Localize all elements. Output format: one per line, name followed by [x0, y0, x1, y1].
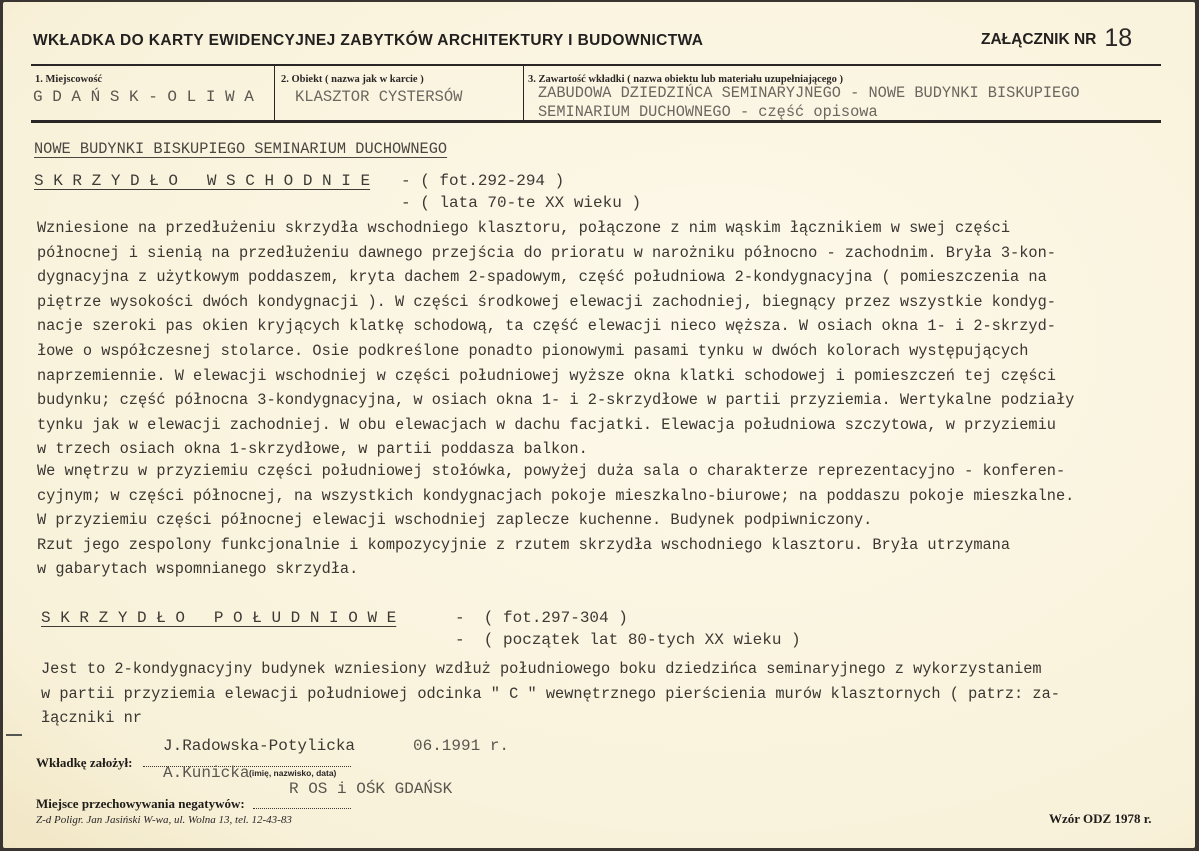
text-line: północnej i sienią na przedłużeniu dawnego przejścia do prioratu w narożniku północno - zachodnim. Bryła 3-kon-	[37, 243, 1056, 262]
text-line: piętrze wysokości dwóch kondygnacji ). W części środkowej elewacji zachodniej, biegnący przez wszystkie kondyg-	[37, 292, 1056, 311]
main-heading: NOWE BUDYNKI BISKUPIEGO SEMINARIUM DUCHOWNEGO	[34, 140, 448, 158]
text-line: Jest to 2-kondygnacyjny budynek wzniesiony wzdłuż południowego boku dziedzińca seminaryjnego z wykorzystaniem	[41, 660, 1042, 678]
table-top-rule	[31, 64, 1161, 66]
object-label: 2. Obiekt ( nazwa jak w karcie )	[281, 74, 424, 85]
locality-value: G D A Ń S K - O L I W A	[33, 88, 254, 106]
content-value-line-2: SEMINARIUM DUCHOWNEGO - część opisowa	[538, 103, 878, 121]
annex-number	[981, 24, 1132, 53]
section-east-wing-description	[37, 216, 1187, 582]
text-line: w partii przyziemia elewacji południowej odcinka " C " wewnętrznego pierścienia murów klasztornych ( patrz: za-	[41, 684, 1060, 703]
created-by-date: 06.1991 r.	[413, 737, 510, 755]
created-by-label: Wkładkę założył:	[36, 755, 133, 770]
archive-form-insert	[3, 2, 1195, 848]
negatives-location-value: R OS i OŚK GDAŃSK	[289, 780, 453, 798]
text-line: łączniki nr	[41, 709, 142, 728]
text-line: We wnętrzu w przyziemiu części południowej stołówka, powyżej duża sala o charakterze reprezentacyjno - konferen-	[37, 461, 1066, 480]
object-value: KLASZTOR CYSTERSÓW	[295, 88, 463, 106]
text-line: łowe o współczesnej stolarce. Osie podkreślone ponadto pionowymi pasami tynku w dwóch kolorach występujących	[37, 341, 1029, 360]
section-east-wing-title: S K R Z Y D Ł O W S C H O D N I E	[34, 172, 371, 190]
annex-handwritten-number: 18	[1104, 24, 1133, 52]
created-by-author-1: J.Radowska-Potylicka	[163, 737, 356, 755]
created-by-hint: (imię, nazwisko, data)	[249, 768, 337, 778]
column-divider-1	[274, 66, 275, 120]
locality-label: 1. Miejscowość	[35, 74, 103, 85]
text-line: W przyziemiu części północnej elewacji wschodniej zaplecze kuchenne. Budynek podpiwniczony.	[37, 511, 873, 530]
template-version: Wzór ODZ 1978 r.	[1049, 811, 1152, 826]
text-line: tynku jak w elewacji zachodniej. W obu elewacjach w dachu facjatki. Elewacja południowa szczytowa, w przyziemiu	[37, 415, 1056, 434]
section-east-wing-period: - ( lata 70-te XX wieku )	[401, 194, 642, 212]
text-line: Rzut jego zespolony funkcjonalnie i kompozycyjnie z rzutem skrzydła wschodniego klasztoru. Bryła utrzymana	[37, 535, 1011, 554]
created-by-author-2: A.Kunicka	[163, 764, 250, 782]
section-south-wing-description	[41, 657, 1191, 731]
column-divider-2	[523, 66, 524, 120]
form-title: WKŁADKA DO KARTY EWIDENCYJNEJ ZABYTKÓW ARCHITEKTURY I BUDOWNICTWA	[33, 32, 704, 49]
text-line: dygnacyjna z użytkowym poddaszem, kryta dachem 2-spadowym, część południowa 2-kondygnacyjna ( pomieszczenia na	[37, 268, 1047, 287]
section-south-wing-photo-ref: - ( fot.297-304 )	[455, 609, 628, 627]
content-label: 3. Zawartość wkładki ( nazwa obiektu lub materiału uzupełniającego )	[528, 74, 844, 85]
section-south-wing-period: - ( początek lat 80-tych XX wieku )	[455, 631, 801, 649]
annex-label: ZAŁĄCZNIK NR	[981, 31, 1097, 48]
text-line: naprzemiennie. W elewacji wschodniej w części południowej wyższe okna klatki schodowej i pomieszczeń tej części	[37, 366, 1056, 385]
printer-imprint: Z-d Poligr. Jan Jasiński W-wa, ul. Wolna 13, tel. 12-43-83	[36, 814, 292, 826]
content-value-line-1: ZABUDOWA DZIEDZIŃCA SEMINARYJNEGO - NOWE BUDYNKI BISKUPIEGO	[538, 84, 1080, 102]
text-line: cyjnym; w części północnej, na wszystkich kondygnacjach pokoje mieszkalno-biurowe; na poddaszu pokoje mieszkalne.	[37, 486, 1075, 505]
text-line: budynku; część północna 3-kondygnacyjna, w osiach okna 1- i 2-skrzydłowe w partii przyziemia. Wertykalne podziały	[37, 391, 1075, 410]
section-south-wing-title: S K R Z Y D Ł O P O Ł U D N I O W E	[41, 609, 397, 627]
negatives-dotted-line	[253, 808, 351, 809]
margin-mark	[6, 734, 22, 736]
text-line: Wzniesione na przedłużeniu skrzydła wschodniego klasztoru, połączone z nim wąskim łącznikiem w swej części	[37, 219, 1011, 237]
section-east-wing-photo-ref: - ( fot.292-294 )	[401, 172, 565, 190]
text-line: nacje szeroki pas okien kryjących klatkę schodową, ta część elewacji nieco węższa. W osiach okna 1- i 2-skrzyd-	[37, 317, 1056, 336]
negatives-location-label: Miejsce przechowywania negatywów:	[36, 796, 245, 811]
text-line: w gabarytach wspomnianego skrzydła.	[37, 560, 359, 579]
text-line: w trzech osiach okna 1-skrzydłowe, w partii poddasza balkon.	[37, 440, 588, 459]
